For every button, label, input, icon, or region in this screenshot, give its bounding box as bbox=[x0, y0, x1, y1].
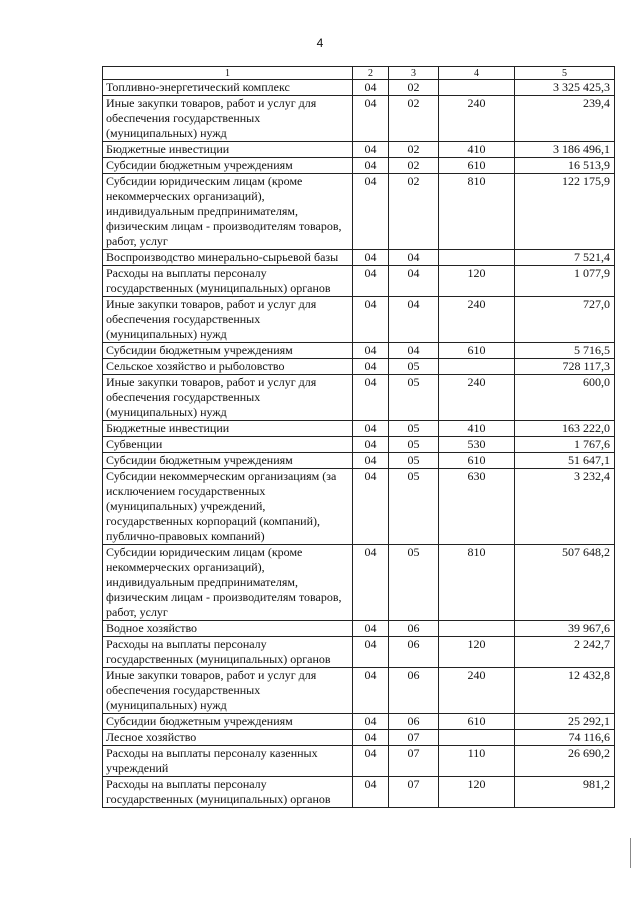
expense-type-cell: 630 bbox=[439, 469, 515, 545]
amount-cell: 39 967,6 bbox=[515, 621, 615, 637]
amount-cell: 51 647,1 bbox=[515, 453, 615, 469]
section-cell: 04 bbox=[353, 266, 389, 297]
subsection-cell: 05 bbox=[389, 359, 439, 375]
expense-type-cell: 530 bbox=[439, 437, 515, 453]
table-row bbox=[103, 359, 615, 375]
name-cell: Расходы на выплаты персоналу казенных учреждений bbox=[103, 746, 353, 777]
section-cell: 04 bbox=[353, 158, 389, 174]
amount-cell: 1 077,9 bbox=[515, 266, 615, 297]
section-cell: 04 bbox=[353, 469, 389, 545]
section-cell: 04 bbox=[353, 668, 389, 714]
expense-type-cell bbox=[439, 80, 515, 96]
section-cell: 04 bbox=[353, 96, 389, 142]
section-cell: 04 bbox=[353, 714, 389, 730]
table-row bbox=[103, 421, 615, 437]
subsection-cell: 05 bbox=[389, 469, 439, 545]
name-cell: Расходы на выплаты персоналу государственных (муниципальных) органов bbox=[103, 266, 353, 297]
subsection-cell: 05 bbox=[389, 437, 439, 453]
expense-type-cell bbox=[439, 621, 515, 637]
subsection-cell: 06 bbox=[389, 668, 439, 714]
amount-cell: 981,2 bbox=[515, 777, 615, 808]
subsection-cell: 04 bbox=[389, 343, 439, 359]
section-cell: 04 bbox=[353, 359, 389, 375]
amount-cell: 16 513,9 bbox=[515, 158, 615, 174]
section-cell: 04 bbox=[353, 343, 389, 359]
name-cell: Бюджетные инвестиции bbox=[103, 421, 353, 437]
name-cell: Субсидии бюджетным учреждениям bbox=[103, 714, 353, 730]
subsection-cell: 02 bbox=[389, 96, 439, 142]
amount-cell: 5 716,5 bbox=[515, 343, 615, 359]
table-row bbox=[103, 375, 615, 421]
table-row bbox=[103, 437, 615, 453]
name-cell: Субсидии бюджетным учреждениям bbox=[103, 158, 353, 174]
subsection-cell: 04 bbox=[389, 266, 439, 297]
table-row bbox=[103, 250, 615, 266]
amount-cell: 727,0 bbox=[515, 297, 615, 343]
expense-type-cell: 410 bbox=[439, 142, 515, 158]
expense-type-cell: 610 bbox=[439, 453, 515, 469]
expense-type-cell: 240 bbox=[439, 297, 515, 343]
page-number: 4 bbox=[316, 36, 324, 50]
table-row bbox=[103, 453, 615, 469]
name-cell: Воспроизводство минерально-сырьевой базы bbox=[103, 250, 353, 266]
table-row bbox=[103, 80, 615, 96]
subsection-cell: 07 bbox=[389, 777, 439, 808]
table-row bbox=[103, 621, 615, 637]
expense-type-cell: 120 bbox=[439, 266, 515, 297]
amount-cell: 600,0 bbox=[515, 375, 615, 421]
section-cell: 04 bbox=[353, 453, 389, 469]
amount-cell: 25 292,1 bbox=[515, 714, 615, 730]
expense-type-cell: 810 bbox=[439, 545, 515, 621]
expense-type-cell: 610 bbox=[439, 343, 515, 359]
amount-cell: 7 521,4 bbox=[515, 250, 615, 266]
table-row bbox=[103, 96, 615, 142]
subsection-cell: 02 bbox=[389, 80, 439, 96]
name-cell: Расходы на выплаты персоналу государственных (муниципальных) органов bbox=[103, 777, 353, 808]
expense-type-cell: 110 bbox=[439, 746, 515, 777]
table-row bbox=[103, 668, 615, 714]
expense-type-cell: 240 bbox=[439, 668, 515, 714]
name-cell: Бюджетные инвестиции bbox=[103, 142, 353, 158]
expense-type-cell: 610 bbox=[439, 714, 515, 730]
subsection-cell: 07 bbox=[389, 746, 439, 777]
amount-cell: 1 767,6 bbox=[515, 437, 615, 453]
subsection-cell: 05 bbox=[389, 375, 439, 421]
section-cell: 04 bbox=[353, 142, 389, 158]
name-cell: Иные закупки товаров, работ и услуг для обеспечения государственных (муниципальных) нужд bbox=[103, 96, 353, 142]
amount-cell: 3 325 425,3 bbox=[515, 80, 615, 96]
name-cell: Иные закупки товаров, работ и услуг для обеспечения государственных (муниципальных) нужд bbox=[103, 297, 353, 343]
amount-cell: 12 432,8 bbox=[515, 668, 615, 714]
name-cell: Субсидии юридическим лицам (кроме некоммерческих организаций), индивидуальным предпринимателям, физическим лицам - производителям товаров, работ, услуг bbox=[103, 174, 353, 250]
name-cell: Субсидии бюджетным учреждениям bbox=[103, 453, 353, 469]
expense-type-cell: 240 bbox=[439, 375, 515, 421]
table-row bbox=[103, 469, 615, 545]
name-cell: Субсидии юридическим лицам (кроме некоммерческих организаций), индивидуальным предпринимателям, физическим лицам - производителям товаров, работ, услуг bbox=[103, 545, 353, 621]
section-cell: 04 bbox=[353, 730, 389, 746]
scan-artifact-line bbox=[630, 838, 631, 868]
section-cell: 04 bbox=[353, 80, 389, 96]
amount-cell: 2 242,7 bbox=[515, 637, 615, 668]
subsection-cell: 02 bbox=[389, 174, 439, 250]
expense-type-cell: 810 bbox=[439, 174, 515, 250]
table-row bbox=[103, 266, 615, 297]
amount-cell: 26 690,2 bbox=[515, 746, 615, 777]
section-cell: 04 bbox=[353, 746, 389, 777]
table-row bbox=[103, 343, 615, 359]
amount-cell: 3 186 496,1 bbox=[515, 142, 615, 158]
section-cell: 04 bbox=[353, 777, 389, 808]
expense-type-cell bbox=[439, 730, 515, 746]
table-row bbox=[103, 174, 615, 250]
expense-type-cell: 240 bbox=[439, 96, 515, 142]
subsection-cell: 05 bbox=[389, 545, 439, 621]
name-cell: Субвенции bbox=[103, 437, 353, 453]
section-cell: 04 bbox=[353, 637, 389, 668]
table-row bbox=[103, 777, 615, 808]
column-header-expense-type: 4 bbox=[439, 67, 515, 80]
name-cell: Иные закупки товаров, работ и услуг для обеспечения государственных (муниципальных) нужд bbox=[103, 668, 353, 714]
section-cell: 04 bbox=[353, 174, 389, 250]
section-cell: 04 bbox=[353, 545, 389, 621]
amount-cell: 74 116,6 bbox=[515, 730, 615, 746]
section-cell: 04 bbox=[353, 421, 389, 437]
table-row bbox=[103, 637, 615, 668]
subsection-cell: 04 bbox=[389, 297, 439, 343]
subsection-cell: 05 bbox=[389, 421, 439, 437]
subsection-cell: 04 bbox=[389, 250, 439, 266]
subsection-cell: 06 bbox=[389, 621, 439, 637]
header-row bbox=[103, 67, 615, 80]
table-row bbox=[103, 297, 615, 343]
column-header-name: 1 bbox=[103, 67, 353, 80]
section-cell: 04 bbox=[353, 437, 389, 453]
name-cell: Субсидии некоммерческим организациям (за исключением государственных (муниципальных) учреждений, государственных корпораций (компаний), публично-правовых компаний) bbox=[103, 469, 353, 545]
subsection-cell: 06 bbox=[389, 637, 439, 668]
amount-cell: 728 117,3 bbox=[515, 359, 615, 375]
budget-table bbox=[102, 66, 615, 808]
section-cell: 04 bbox=[353, 621, 389, 637]
subsection-cell: 06 bbox=[389, 714, 439, 730]
table-row bbox=[103, 714, 615, 730]
column-header-subsection: 3 bbox=[389, 67, 439, 80]
name-cell: Водное хозяйство bbox=[103, 621, 353, 637]
amount-cell: 122 175,9 bbox=[515, 174, 615, 250]
section-cell: 04 bbox=[353, 375, 389, 421]
amount-cell: 507 648,2 bbox=[515, 545, 615, 621]
amount-cell: 239,4 bbox=[515, 96, 615, 142]
column-header-amount: 5 bbox=[515, 67, 615, 80]
section-cell: 04 bbox=[353, 297, 389, 343]
expense-type-cell bbox=[439, 250, 515, 266]
name-cell: Сельское хозяйство и рыболовство bbox=[103, 359, 353, 375]
column-header-section: 2 bbox=[353, 67, 389, 80]
amount-cell: 3 232,4 bbox=[515, 469, 615, 545]
table-row bbox=[103, 158, 615, 174]
expense-type-cell: 410 bbox=[439, 421, 515, 437]
subsection-cell: 02 bbox=[389, 158, 439, 174]
subsection-cell: 05 bbox=[389, 453, 439, 469]
table-row bbox=[103, 730, 615, 746]
name-cell: Топливно-энергетический комплекс bbox=[103, 80, 353, 96]
table-body bbox=[103, 80, 615, 808]
name-cell: Субсидии бюджетным учреждениям bbox=[103, 343, 353, 359]
expense-type-cell: 120 bbox=[439, 777, 515, 808]
table-row bbox=[103, 746, 615, 777]
name-cell: Лесное хозяйство bbox=[103, 730, 353, 746]
table-row bbox=[103, 142, 615, 158]
amount-cell: 163 222,0 bbox=[515, 421, 615, 437]
name-cell: Иные закупки товаров, работ и услуг для обеспечения государственных (муниципальных) нужд bbox=[103, 375, 353, 421]
expense-type-cell: 120 bbox=[439, 637, 515, 668]
subsection-cell: 07 bbox=[389, 730, 439, 746]
subsection-cell: 02 bbox=[389, 142, 439, 158]
name-cell: Расходы на выплаты персоналу государственных (муниципальных) органов bbox=[103, 637, 353, 668]
expense-type-cell bbox=[439, 359, 515, 375]
section-cell: 04 bbox=[353, 250, 389, 266]
table-row bbox=[103, 545, 615, 621]
expense-type-cell: 610 bbox=[439, 158, 515, 174]
